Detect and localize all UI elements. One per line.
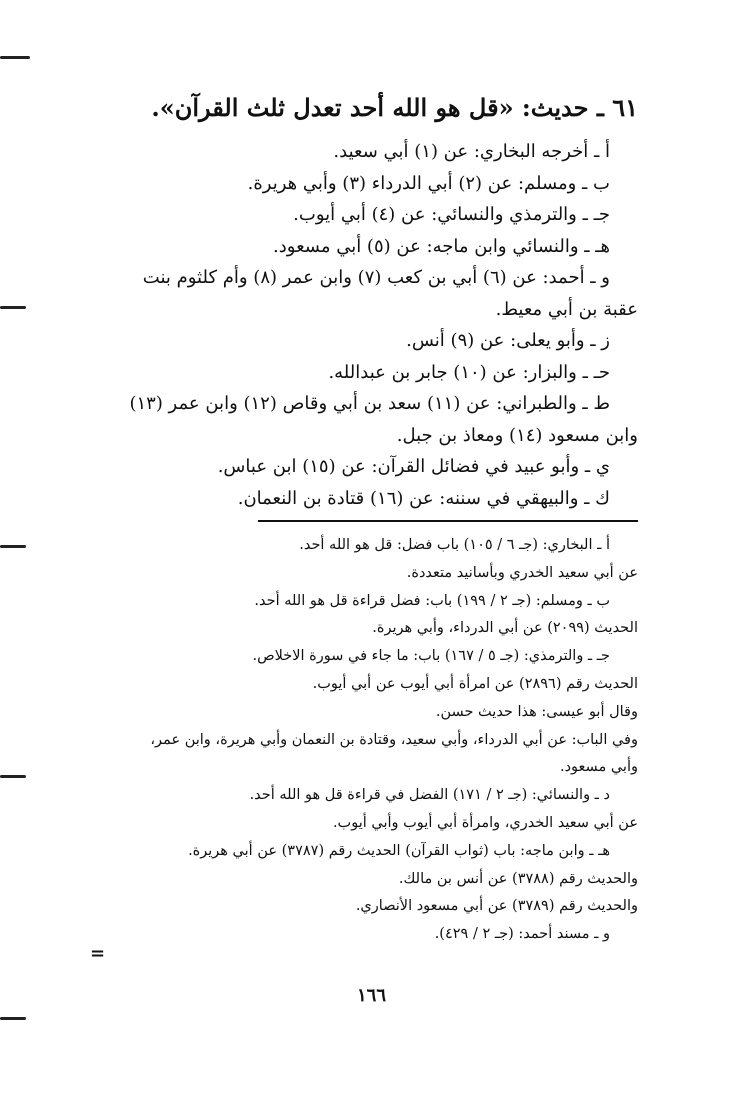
margin-mark <box>0 545 26 548</box>
continuation-mark: = <box>90 943 106 964</box>
text-line: أ ـ أخرجه البخاري: عن (١) أبي سعيد. <box>333 141 610 162</box>
margin-mark <box>0 1017 26 1020</box>
footnote-separator <box>258 520 638 522</box>
footnote-line: جـ ـ والترمذي: (جـ ٥ / ١٦٧) باب: ما جاء في سورة الاخلاص. <box>252 648 610 665</box>
footnote-line: وفي الباب: عن أبي الدرداء، وأبي سعيد، وقتادة بن النعمان وأبي هريرة، وابن عمر، <box>150 731 638 748</box>
footnote-line: الحديث (٢٠٩٩) عن أبي الدرداء، وأبي هريرة. <box>372 620 638 637</box>
text-line: جـ ـ والترمذي والنسائي: عن (٤) أبي أيوب. <box>293 204 610 225</box>
footnote-line: عن أبي سعيد الخدري، وامرأة أبي أيوب وأبي أيوب. <box>332 814 638 831</box>
margin-mark <box>0 775 26 778</box>
text-line: ك ـ والبيهقي في سننه: عن (١٦) قتادة بن النعمان. <box>237 487 610 509</box>
text-line: ط ـ والطبراني: عن (١١) سعد بن أبي وقاص (١٢) وابن عمر (١٣) <box>129 393 610 414</box>
margin-mark <box>0 306 26 309</box>
footnote-line: د ـ والنسائي: (جـ ٢ / ١٧١) الفضل في قراءة قل هو الله أحد. <box>249 787 610 804</box>
margin-mark <box>0 56 30 59</box>
text-line: و ـ أحمد: عن (٦) أبي بن كعب (٧) وابن عمر (٨) وأم كلثوم بنت <box>142 267 610 288</box>
text-line: عقبة بن أبي معيط. <box>495 298 638 320</box>
footnotes <box>70 532 638 949</box>
text-line: ي ـ وأبو عبيد في فضائل القرآن: عن (١٥) ابن عباس. <box>217 456 610 477</box>
text-line: هـ ـ والنسائي وابن ماجه: عن (٥) أبي مسعود. <box>273 235 610 257</box>
footnote-line: وقال أبو عيسى: هذا حديث حسن. <box>435 703 638 720</box>
page-number: ١٦٦ <box>356 985 386 1006</box>
footnote-line: و ـ مسند أحمد: (جـ ٢ / ٤٢٩). <box>434 926 610 943</box>
text-line: حـ ـ والبزار: عن (١٠) جابر بن عبدالله. <box>328 361 610 383</box>
footnote-line: والحديث رقم (٣٧٨٨) عن أنس بن مالك. <box>398 870 638 887</box>
footnote-line: أ ـ البخاري: (جـ ٦ / ١٠٥) باب فضل: قل هو الله أحد. <box>299 537 610 553</box>
footnote-line: ب ـ ومسلم: (جـ ٢ / ١٩٩) باب: فضل قراءة قل هو الله أحد. <box>254 592 610 609</box>
footnote-line: هـ ـ وابن ماجه: باب (ثواب القرآن) الحديث رقم (٣٧٨٧) عن أبي هريرة. <box>188 842 610 859</box>
page-content <box>70 88 638 949</box>
hadith-title: ٦١ ـ حديث: «قل هو الله أحد تعدل ثلث القرآن». <box>151 93 638 122</box>
footnote-line: والحديث رقم (٣٧٨٩) عن أبي مسعود الأنصاري. <box>355 898 638 915</box>
text-line: وابن مسعود (١٤) ومعاذ بن جبل. <box>396 424 638 446</box>
main-text <box>70 136 638 514</box>
text-line: ز ـ وأبو يعلى: عن (٩) أنس. <box>406 330 610 351</box>
footnote-line: وأبي مسعود. <box>559 759 638 776</box>
footnote-line: عن أبي سعيد الخدري وبأسانيد متعددة. <box>406 564 638 581</box>
text-line: ب ـ ومسلم: عن (٢) أبي الدرداء (٣) وأبي هريرة. <box>247 172 610 194</box>
footnote-line: الحديث رقم (٢٨٩٦) عن امرأة أبي أيوب عن أبي أيوب. <box>312 675 638 692</box>
